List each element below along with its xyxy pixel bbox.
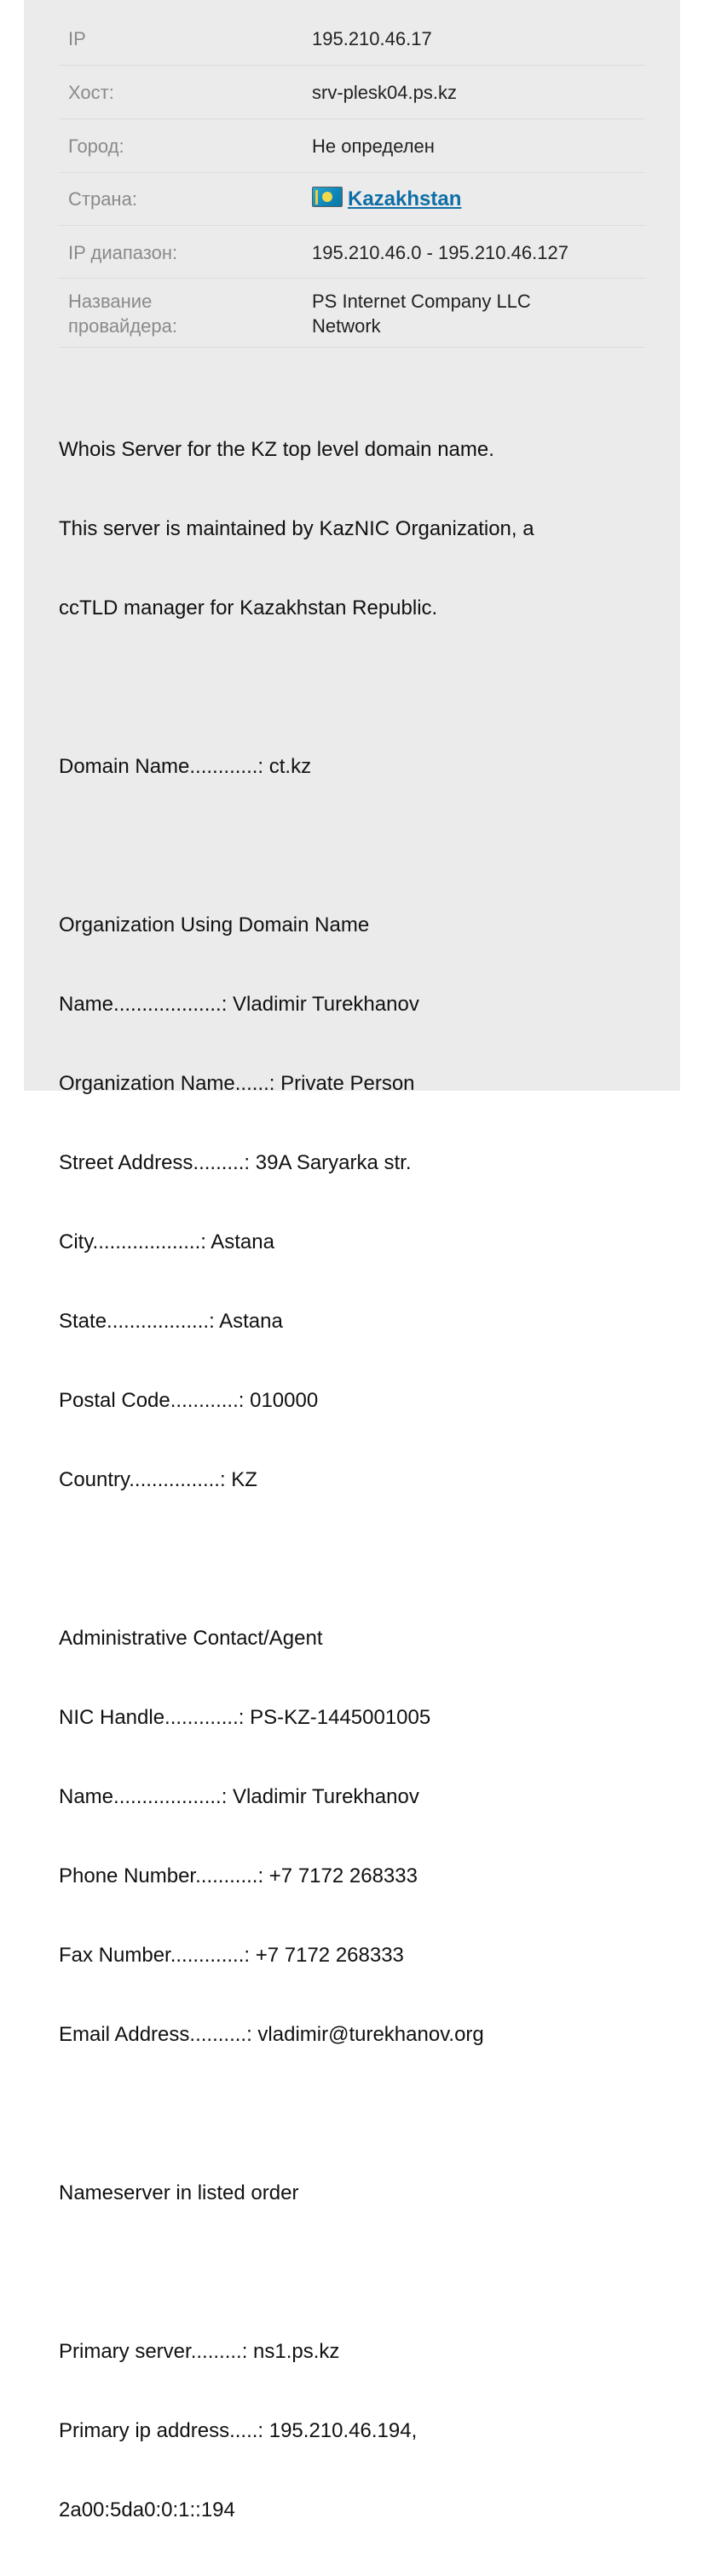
whois-intro-line3: ccTLD manager for Kazakhstan Republic. bbox=[59, 596, 438, 620]
whois-spacer bbox=[59, 2259, 655, 2285]
provider-row bbox=[59, 279, 645, 348]
whois-org-name: Name...................: Vladimir Turekhanov bbox=[59, 993, 419, 1016]
country-link[interactable]: Kazakhstan bbox=[348, 187, 462, 210]
whois-spacer bbox=[59, 1546, 655, 1572]
whois-ns-primary: Primary server.........: ns1.ps.kz bbox=[59, 2340, 340, 2363]
city-value: Не определен bbox=[312, 135, 435, 157]
whois-ns-primary-ip6: 2a00:5da0:0:1::194 bbox=[59, 2498, 235, 2521]
country-row bbox=[59, 173, 645, 226]
provider-value bbox=[312, 289, 531, 338]
ip-range-label: IP диапазон: bbox=[68, 242, 178, 263]
provider-label-line2: провайдера: bbox=[68, 315, 178, 337]
provider-label bbox=[68, 289, 312, 338]
whois-spacer bbox=[59, 2101, 655, 2127]
ip-range-value: 195.210.46.0 - 195.210.46.127 bbox=[312, 242, 568, 263]
whois-domain-name: Domain Name............: ct.kz bbox=[59, 755, 312, 778]
whois-org-organization: Organization Name......: Private Person bbox=[59, 1072, 415, 1095]
country-label: Страна: bbox=[68, 188, 137, 210]
provider-label-line1: Название bbox=[68, 291, 153, 312]
whois-panel bbox=[24, 0, 680, 2521]
whois-org-city: City...................: Astana bbox=[59, 1230, 274, 1253]
provider-value-line1: PS Internet Company LLC bbox=[312, 291, 531, 312]
whois-admin-email: Email Address..........: vladimir@turekhanov.org bbox=[59, 2023, 484, 2046]
city-row bbox=[59, 119, 645, 173]
host-value: srv-plesk04.ps.kz bbox=[312, 82, 457, 103]
whois-ns-primary-ip: Primary ip address.....: 195.210.46.194, bbox=[59, 2419, 418, 2442]
whois-admin-nic: NIC Handle.............: PS-KZ-1445001005 bbox=[59, 1706, 431, 1729]
kazakhstan-flag-icon bbox=[312, 187, 343, 207]
ip-label: IP bbox=[68, 28, 86, 49]
host-label: Хост: bbox=[68, 82, 114, 103]
whois-admin-phone: Phone Number...........: +7 7172 268333 bbox=[59, 1864, 418, 1887]
whois-spacer bbox=[59, 833, 655, 859]
whois-org-country: Country................: KZ bbox=[59, 1468, 257, 1491]
ip-row bbox=[59, 12, 645, 66]
whois-admin-header: Administrative Contact/Agent bbox=[59, 1627, 323, 1650]
country-value bbox=[312, 187, 461, 211]
whois-admin-fax: Fax Number.............: +7 7172 268333 bbox=[59, 1944, 404, 1967]
whois-org-state: State..................: Astana bbox=[59, 1310, 283, 1333]
ip-value: 195.210.46.17 bbox=[312, 28, 432, 49]
ip-range-row bbox=[59, 226, 645, 279]
provider-value-line2: Network bbox=[312, 315, 381, 337]
whois-admin-name: Name...................: Vladimir Turekhanov bbox=[59, 1785, 419, 1808]
ip-info-table bbox=[59, 12, 645, 348]
whois-org-street: Street Address.........: 39A Saryarka str. bbox=[59, 1151, 412, 1174]
whois-ns-header: Nameserver in listed order bbox=[59, 2181, 299, 2204]
whois-intro-line1: Whois Server for the KZ top level domain name. bbox=[59, 438, 494, 461]
city-label: Город: bbox=[68, 135, 124, 157]
whois-spacer bbox=[59, 674, 655, 700]
host-row bbox=[59, 66, 645, 119]
whois-org-postal: Postal Code............: 010000 bbox=[59, 1389, 319, 1412]
whois-intro-line2: This server is maintained by KazNIC Organization, a bbox=[59, 517, 534, 540]
whois-org-header: Organization Using Domain Name bbox=[59, 913, 370, 936]
whois-text bbox=[59, 383, 655, 2576]
